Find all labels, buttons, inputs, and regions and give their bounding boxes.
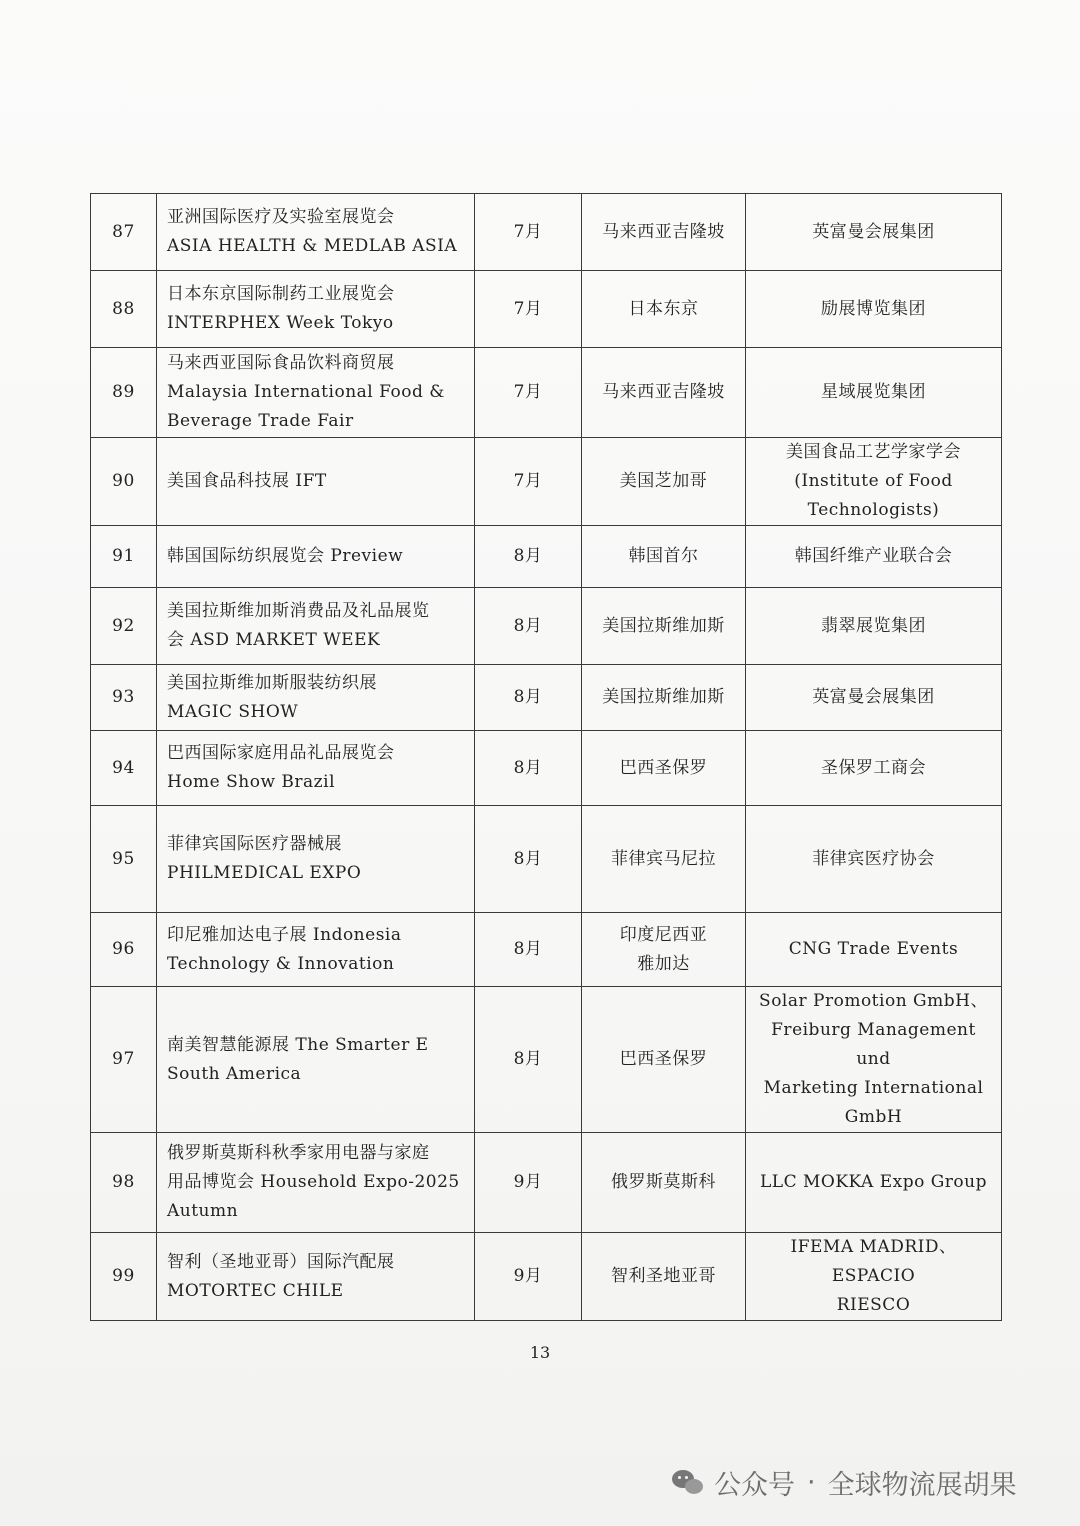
cell-number: 87	[91, 194, 157, 271]
cell-expo-name-line: 美国食品科技展 IFT	[167, 471, 327, 491]
cell-expo-name	[157, 438, 475, 526]
cell-city	[582, 806, 746, 913]
cell-city-line: 韩国首尔	[628, 546, 699, 566]
cell-expo-name-line: 智利（圣地亚哥）国际汽配展	[167, 1251, 395, 1272]
cell-city-line: 马来西亚吉隆坡	[602, 382, 725, 402]
cell-expo-name-line: 印尼雅加达电子展 Indonesia	[167, 924, 402, 945]
cell-expo-name	[157, 271, 475, 348]
cell-expo-name-line: Home Show Brazil	[167, 772, 336, 792]
cell-month: 7月	[475, 271, 582, 348]
table-row	[91, 526, 1002, 588]
cell-city	[582, 665, 746, 731]
cell-expo-name	[157, 526, 475, 588]
cell-organizer-line: 翡翠展览集团	[821, 615, 926, 636]
table-row	[91, 806, 1002, 913]
cell-city-line: 日本东京	[628, 298, 699, 319]
cell-city	[582, 1133, 746, 1233]
cell-city-line: 巴西圣保罗	[619, 1049, 708, 1069]
cell-organizer	[746, 526, 1002, 588]
cell-expo-name-line: 俄罗斯莫斯科秋季家用电器与家庭	[167, 1143, 430, 1163]
cell-expo-name-line: Technology & Innovation	[167, 953, 395, 974]
cell-number: 92	[91, 588, 157, 665]
cell-organizer-line: IFEMA MADRID、ESPACIO	[790, 1237, 957, 1286]
cell-city-line: 智利圣地亚哥	[611, 1266, 716, 1286]
cell-expo-name-line: South America	[167, 1063, 302, 1084]
cell-organizer-line: LLC MOKKA Expo Group	[759, 1172, 987, 1192]
cell-organizer	[746, 806, 1002, 913]
table-row	[91, 588, 1002, 665]
cell-city	[582, 913, 746, 987]
cell-expo-name-line: Autumn	[167, 1201, 239, 1221]
watermark-label: 公众号	[714, 1469, 795, 1501]
cell-expo-name-line: 巴西国际家庭用品礼品展览会	[167, 743, 395, 763]
cell-expo-name-line: ASIA HEALTH & MEDLAB ASIA	[167, 236, 458, 256]
cell-city-line: 巴西圣保罗	[619, 757, 708, 778]
cell-organizer-line: (Institute of Food	[794, 471, 953, 491]
table-row	[91, 665, 1002, 731]
cell-number: 96	[91, 913, 157, 987]
table-row	[91, 271, 1002, 348]
cell-city-line: 美国拉斯维加斯	[602, 687, 725, 707]
table-row	[91, 1233, 1002, 1321]
cell-month: 7月	[475, 194, 582, 271]
cell-expo-name	[157, 1133, 475, 1233]
cell-expo-name-line: 韩国国际纺织展览会 Preview	[167, 546, 404, 566]
cell-city	[582, 987, 746, 1133]
cell-month: 8月	[475, 806, 582, 913]
cell-organizer-line: 美国食品工艺学家学会	[786, 442, 961, 462]
cell-number: 97	[91, 987, 157, 1133]
cell-city	[582, 348, 746, 438]
cell-number: 98	[91, 1133, 157, 1233]
cell-organizer-line: CNG Trade Events	[788, 939, 959, 959]
cell-organizer-line: Technologists)	[807, 500, 940, 520]
cell-organizer-line: Marketing International	[763, 1078, 984, 1098]
cell-expo-name	[157, 987, 475, 1133]
cell-expo-name-line: MAGIC SHOW	[167, 701, 299, 722]
cell-city-line: 俄罗斯莫斯科	[611, 1172, 716, 1192]
cell-city	[582, 271, 746, 348]
cell-expo-name	[157, 588, 475, 665]
cell-expo-name	[157, 731, 475, 806]
cell-organizer-line: 励展博览集团	[821, 298, 926, 319]
cell-number: 94	[91, 731, 157, 806]
cell-expo-name	[157, 348, 475, 438]
wechat-icon	[672, 1467, 706, 1497]
cell-organizer-line: 菲律宾医疗协会	[812, 848, 935, 869]
cell-expo-name-line: 马来西亚国际食品饮料商贸展	[167, 353, 395, 373]
cell-city	[582, 588, 746, 665]
cell-month: 9月	[475, 1133, 582, 1233]
cell-city-line: 美国芝加哥	[619, 471, 708, 491]
cell-number: 91	[91, 526, 157, 588]
cell-expo-name-line: 日本东京国际制药工业展览会	[167, 284, 395, 304]
cell-city-line: 马来西亚吉隆坡	[602, 221, 725, 242]
cell-month: 8月	[475, 731, 582, 806]
table-row	[91, 194, 1002, 271]
cell-organizer	[746, 271, 1002, 348]
cell-organizer-line: 星域展览集团	[821, 382, 926, 402]
watermark-separator: ·	[807, 1466, 816, 1498]
cell-organizer-line: 韩国纤维产业联合会	[794, 546, 953, 566]
cell-city-line: 美国拉斯维加斯	[602, 615, 725, 636]
cell-organizer-line: Solar Promotion GmbH、	[759, 991, 988, 1011]
cell-expo-name-line: 用品博览会 Household Expo-2025	[167, 1172, 460, 1192]
cell-month: 9月	[475, 1233, 582, 1321]
cell-city-line: 印度尼西亚	[619, 924, 708, 945]
watermark-account-name: 全球物流展胡果	[827, 1469, 1017, 1501]
cell-expo-name	[157, 913, 475, 987]
table-row	[91, 348, 1002, 438]
cell-organizer	[746, 1233, 1002, 1321]
table-row	[91, 1133, 1002, 1233]
cell-expo-name-line: 美国拉斯维加斯消费品及礼品展览	[167, 601, 430, 621]
cell-city	[582, 526, 746, 588]
cell-month: 7月	[475, 438, 582, 526]
cell-organizer-line: Freiburg Management und	[771, 1020, 976, 1069]
cell-expo-name-line: PHILMEDICAL EXPO	[167, 863, 362, 883]
cell-expo-name	[157, 665, 475, 731]
cell-organizer	[746, 348, 1002, 438]
cell-organizer	[746, 665, 1002, 731]
cell-city	[582, 731, 746, 806]
cell-expo-name-line: 美国拉斯维加斯服装纺织展	[167, 672, 377, 693]
cell-organizer-line: 英富曼会展集团	[812, 687, 935, 707]
cell-organizer	[746, 194, 1002, 271]
cell-expo-name	[157, 806, 475, 913]
cell-expo-name-line: 南美智慧能源展 The Smarter E	[167, 1034, 429, 1055]
cell-organizer	[746, 438, 1002, 526]
cell-month: 8月	[475, 526, 582, 588]
cell-number: 88	[91, 271, 157, 348]
page-number: 13	[529, 1343, 551, 1362]
cell-number: 95	[91, 806, 157, 913]
cell-expo-name-line: Beverage Trade Fair	[167, 411, 354, 431]
cell-expo-name	[157, 194, 475, 271]
watermark	[672, 1462, 1017, 1502]
table-row	[91, 438, 1002, 526]
cell-expo-name	[157, 1233, 475, 1321]
cell-month: 8月	[475, 987, 582, 1133]
cell-organizer	[746, 731, 1002, 806]
cell-city-line: 雅加达	[637, 953, 690, 974]
cell-organizer-line: GmbH	[844, 1107, 903, 1127]
cell-number: 93	[91, 665, 157, 731]
table-row	[91, 987, 1002, 1133]
cell-expo-name-line: 会 ASD MARKET WEEK	[167, 630, 381, 650]
expo-table-body	[91, 194, 1002, 1321]
cell-month: 7月	[475, 348, 582, 438]
expo-table	[90, 193, 1002, 1321]
cell-month: 8月	[475, 913, 582, 987]
cell-expo-name-line: 菲律宾国际医疗器械展	[167, 834, 342, 854]
cell-expo-name-line: Malaysia International Food &	[167, 382, 445, 402]
cell-expo-name-line: MOTORTEC CHILE	[167, 1280, 344, 1301]
cell-expo-name-line: INTERPHEX Week Tokyo	[167, 313, 394, 333]
cell-organizer	[746, 913, 1002, 987]
cell-organizer	[746, 1133, 1002, 1233]
cell-number: 99	[91, 1233, 157, 1321]
cell-city	[582, 1233, 746, 1321]
cell-city-line: 菲律宾马尼拉	[611, 848, 716, 869]
table-row	[91, 731, 1002, 806]
cell-city	[582, 194, 746, 271]
cell-organizer-line: RIESCO	[836, 1295, 911, 1315]
cell-month: 8月	[475, 588, 582, 665]
cell-organizer	[746, 588, 1002, 665]
cell-number: 89	[91, 348, 157, 438]
cell-organizer-line: 圣保罗工商会	[821, 757, 926, 778]
table-row	[91, 913, 1002, 987]
cell-number: 90	[91, 438, 157, 526]
cell-month: 8月	[475, 665, 582, 731]
cell-organizer-line: 英富曼会展集团	[812, 221, 935, 242]
cell-city	[582, 438, 746, 526]
cell-expo-name-line: 亚洲国际医疗及实验室展览会	[167, 207, 395, 227]
cell-organizer	[746, 987, 1002, 1133]
